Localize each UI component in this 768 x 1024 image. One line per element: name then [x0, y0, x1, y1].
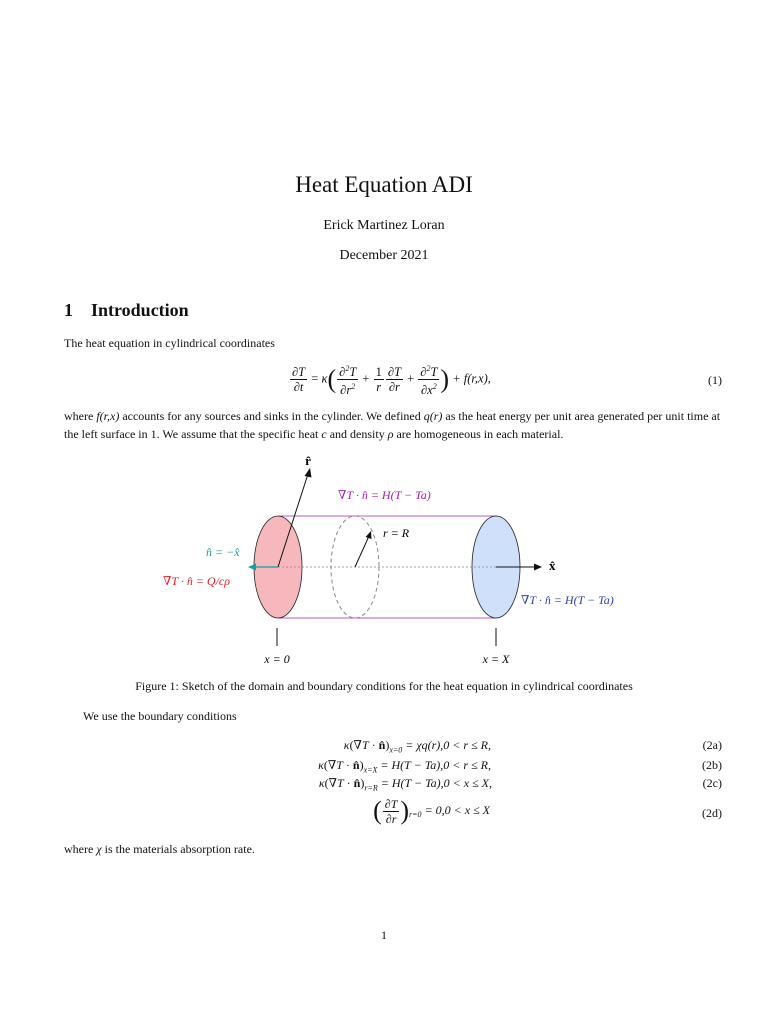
bc-rhs: = 0,0 < x ≤ X: [424, 802, 490, 817]
text-run: where: [64, 842, 97, 856]
math-c: c: [321, 427, 327, 441]
bc-tag: (2a): [702, 738, 722, 752]
bc-rhs: = H(T − Ta),0 < x ≤ X,: [380, 776, 492, 790]
equation-1-body: $\frac{\partial T}{\partial t}$ = κ( $\frac{\partial^2T}{\partial r^2}$ + $\frac{1}{r}$ $\frac{\partial T}{\partial r}$ + $\frac{\partial^2T}{\partial x^2}$ ) + f(r,x),: [292, 364, 491, 398]
equation-1-tail: + f(r,x),: [452, 371, 491, 386]
closing-paragraph: [64, 840, 724, 858]
section-title: Introduction: [91, 300, 189, 320]
x0-label: x = 0: [264, 652, 290, 666]
paper-date: December 2021: [339, 248, 429, 263]
equation-1: [0, 362, 768, 402]
bc-equation-2a: $\kappa(\nabla T \cdot n̂)_{x=0} = \chi q(r),0 < r \le R$, (2a): [343, 738, 722, 755]
text-run: accounts for any sources and sinks in the cylinder. We defined: [119, 409, 424, 423]
cylinder-figure: [0, 446, 768, 676]
text-run: and density: [326, 427, 388, 441]
xX-label: x = X: [482, 652, 510, 666]
equation-1-tag: (1): [708, 373, 722, 387]
bc-subscript: x=X: [363, 765, 378, 775]
paper-author: Erick Martinez Loran: [323, 218, 445, 233]
normal-label: n̂ = −x̂: [206, 545, 240, 559]
math-chi: χ: [96, 842, 102, 856]
right-bc-label: ∇T · n̂ = H(T − Ta): [521, 593, 614, 607]
r-axis-label: r̂: [305, 453, 311, 468]
bc-equation-2b: $\kappa(\nabla T \cdot n̂)_{x=X} = H(T - Ta),0 < r \le R$, (2b): [318, 758, 722, 775]
text-run: where: [64, 409, 97, 423]
text-run: is the materials absorption rate.: [101, 842, 255, 856]
bc-rhs: = H(T − Ta),0 < r ≤ R,: [380, 758, 491, 772]
math-f: f(r,x): [96, 409, 120, 423]
bc-equation-2c: $\kappa(\nabla T \cdot n̂)_{r=R} = H(T - Ta),0 < x \le X$, (2c): [318, 776, 722, 793]
bc-subscript: r=R: [364, 783, 378, 793]
text-run: are homogeneous in each material.: [393, 427, 564, 441]
where-paragraph: [64, 407, 724, 443]
page-number: 1: [381, 928, 387, 942]
intro-paragraph: The heat equation in cylindrical coordinates: [64, 336, 275, 350]
section-number: 1: [64, 300, 73, 320]
x-axis-label: x̂: [549, 558, 556, 573]
bc-equation-2d: ( $\frac{\partial T}{\partial r}$ )$_{r=0} = 0,0 < x \le X$ (2d): [373, 796, 722, 826]
top-bc-label: ∇T · n̂ = H(T − Ta): [338, 488, 431, 502]
text-run: as the heat energy per unit area generated per unit time at the left surface in 1. We assume that the specific heat: [64, 409, 721, 441]
bc-tag: (2b): [702, 758, 722, 772]
section-heading: [64, 300, 189, 321]
left-bc-label: ∇T · n̂ = Q/cρ: [163, 574, 231, 588]
paper-title: Heat Equation ADI: [295, 172, 473, 197]
bc-subscript: r=0: [409, 810, 422, 820]
bc-intro-paragraph: We use the boundary conditions: [83, 709, 237, 723]
math-rho: ρ: [387, 427, 394, 441]
math-q: q(r): [423, 409, 443, 423]
bc-tag: (2c): [702, 776, 722, 790]
bc-subscript: x=0: [389, 745, 403, 755]
bc-tag: (2d): [702, 806, 722, 820]
radius-label: r = R: [383, 526, 410, 540]
bc-rhs: = χq(r),0 < r ≤ R,: [405, 738, 491, 752]
figure-caption: Figure 1: Sketch of the domain and boundary conditions for the heat equation in cylindrical coordinates: [135, 679, 633, 693]
